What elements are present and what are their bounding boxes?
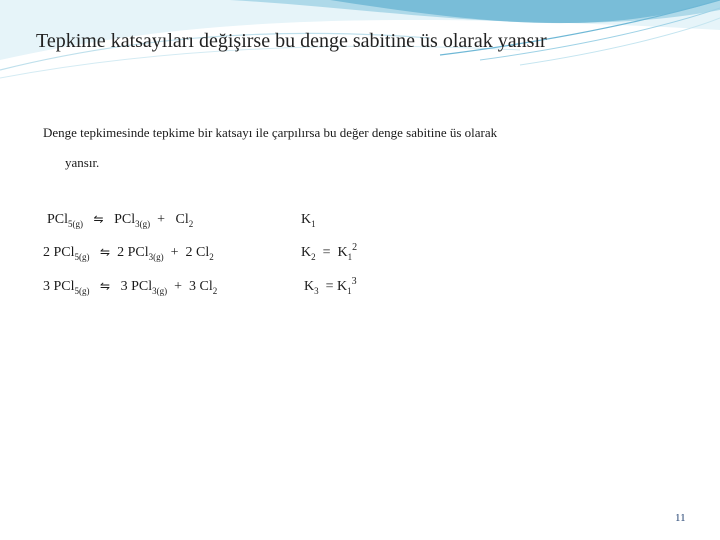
k-expression-1: $K_1$	[301, 212, 316, 229]
k-expression-3: $K_3 = K_1^3$	[304, 276, 357, 296]
plus-sign: +	[170, 245, 179, 260]
product-2: 2 $Cl_2$	[185, 245, 214, 262]
plus-sign: +	[174, 279, 182, 294]
k-expression-2: $K_2 = K_1^2$	[301, 242, 358, 262]
plus-sign: +	[157, 212, 165, 227]
intro-line-1: Denge tepkimesinde tepkime bir katsayı ile çarpılırsa bu değer denge sabitine üs olarak	[43, 125, 498, 140]
reactant: PCl$_{5(g)}$	[47, 212, 84, 229]
equilibrium-arrow: ⇋	[100, 245, 111, 259]
equilibrium-arrow: ⇋	[93, 212, 104, 226]
intro-paragraph	[43, 118, 643, 178]
product-1: 2 PCl$_{3(g)}$	[117, 245, 164, 262]
equilibrium-arrow: ⇋	[100, 279, 111, 293]
page-number: 11	[675, 512, 686, 524]
product-1: 3 PCl$_{3(g)}$	[120, 279, 168, 296]
product-2: $Cl_2$	[175, 212, 194, 229]
equation-row-2	[43, 245, 214, 261]
equation-row-3	[43, 279, 217, 295]
page-title: Tepkime katsayıları değişirse bu denge sabitine üs olarak yansır	[36, 30, 547, 52]
equation-row-1	[47, 212, 193, 228]
reactant: 3 PCl$_{5(g)}$	[43, 279, 90, 296]
reactant: 2 PCl$_{5(g)}$	[43, 245, 90, 262]
intro-line-2: yansır.	[65, 155, 100, 170]
product-2: 3 $Cl_2$	[189, 279, 218, 296]
product-1: PCl$_{3(g)}$	[114, 212, 151, 229]
